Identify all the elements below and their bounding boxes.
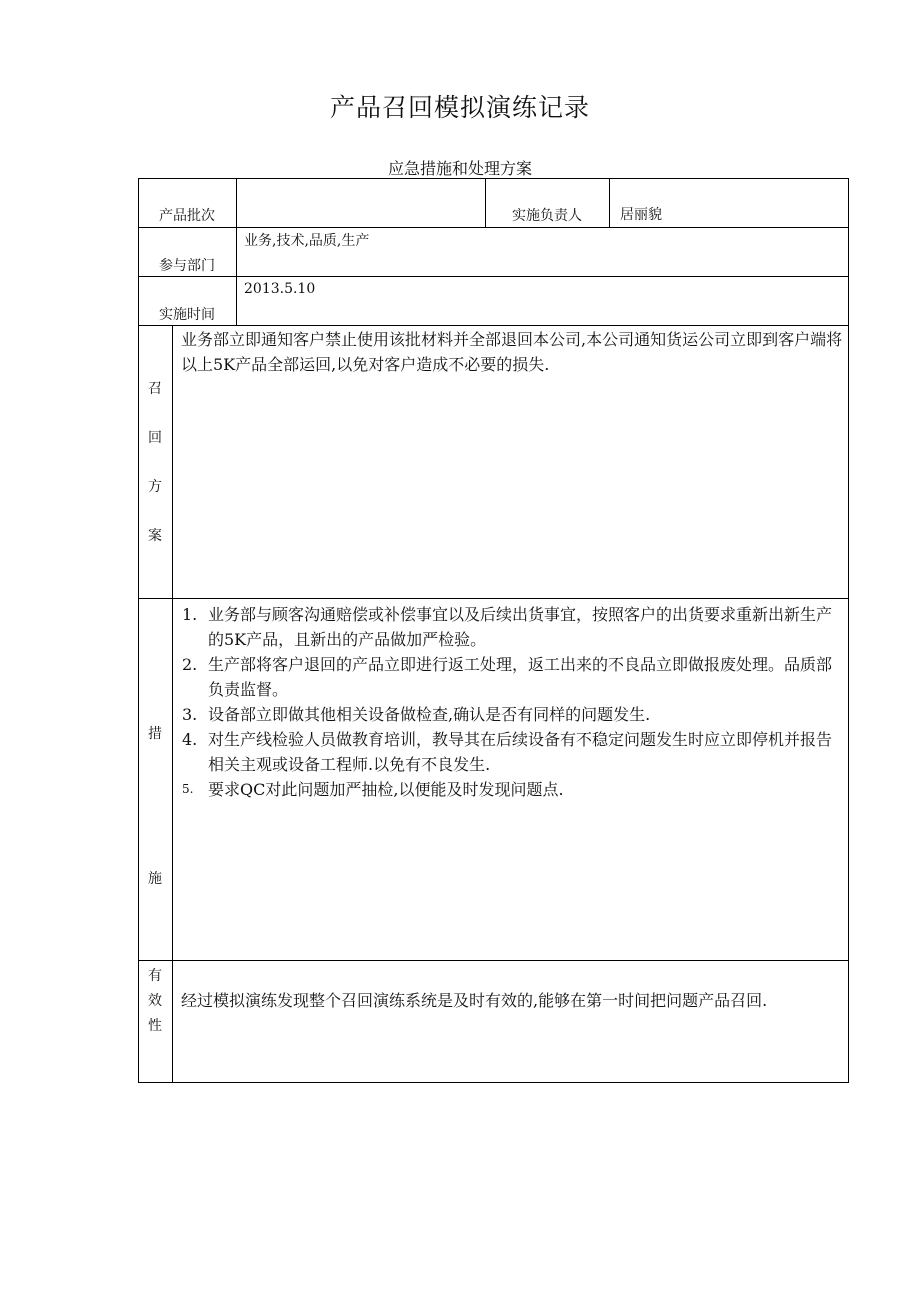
recall-plan-label-char: 方	[148, 479, 162, 495]
row-divider-1	[138, 227, 849, 228]
list-item	[182, 777, 844, 802]
list-item	[182, 652, 844, 702]
table-border-right	[848, 178, 849, 1083]
person-value: 居丽貌	[620, 207, 662, 223]
document-title: 产品召回模拟演练记录	[329, 93, 590, 122]
departments-value: 业务,技术,品质,生产	[244, 233, 370, 249]
table-border-bottom	[138, 1082, 849, 1083]
measures-label-char: 施	[148, 871, 162, 887]
recall-plan-label-char: 回	[148, 430, 162, 446]
list-item-text: 生产部将客户退回的产品立即进行返工处理，返工出来的不良品立即做报废处理。品质部负责监督。	[208, 655, 833, 699]
date-label: 实施时间	[159, 307, 215, 323]
list-item-number: 2.	[182, 655, 198, 674]
effectiveness-label-char: 性	[148, 1018, 162, 1034]
recall-plan-label	[138, 378, 172, 545]
recall-plan-label-char: 召	[148, 381, 162, 397]
list-item-number: 5.	[182, 782, 194, 796]
row-divider-3	[138, 325, 849, 326]
batch-label: 产品批次	[159, 208, 215, 224]
list-item-number: 4.	[182, 730, 198, 749]
list-item-text: 业务部与顾客沟通赔偿或补偿事宜以及后续出货事宜，按照客户的出货要求重新出新生产的5K产品，且新出的产品做加严检验。	[208, 605, 833, 649]
row-divider-4	[138, 598, 849, 599]
date-value: 2013.5.10	[244, 281, 316, 297]
effectiveness-label-char: 效	[148, 993, 162, 1009]
list-item	[182, 702, 844, 727]
person-label: 实施负责人	[512, 208, 582, 224]
label-column-divider-top	[236, 178, 237, 326]
recall-plan-label-char: 案	[148, 528, 162, 544]
list-item	[182, 727, 844, 777]
row-divider-2	[138, 276, 849, 277]
label-column-divider-bottom	[172, 325, 173, 1083]
list-item-number: 3.	[182, 705, 198, 724]
recall-record-table	[138, 178, 849, 1083]
list-item-text: 设备部立即做其他相关设备做检查,确认是否有同样的问题发生.	[208, 705, 651, 724]
row-divider-5	[138, 960, 849, 961]
measures-label-char: 措	[148, 726, 162, 742]
departments-label: 参与部门	[159, 258, 215, 274]
recall-plan-text: 业务部立即通知客户禁止使用该批材料并全部退回本公司,本公司通知货运公司立即到客户端将以上5K产品全部运回,以免对客户造成不必要的损失.	[181, 330, 843, 374]
effectiveness-text: 经过模拟演练发现整个召回演练系统是及时有效的,能够在第一时间把问题产品召回.	[181, 991, 768, 1010]
table-border-top	[138, 178, 849, 179]
effectiveness-label	[138, 964, 172, 1039]
list-item-number: 1.	[182, 605, 198, 624]
measures-label	[138, 723, 172, 888]
list-item-text: 对生产线检验人员做教育培训，教导其在后续设备有不稳定问题发生时应立即停机并报告相关主观或设备工程师.以免有不良发生.	[208, 730, 833, 774]
document-subtitle: 应急措施和处理方案	[387, 159, 532, 178]
effectiveness-label-char: 有	[148, 968, 162, 984]
list-item	[182, 602, 844, 652]
person-value-divider	[609, 178, 610, 228]
measures-list	[182, 602, 844, 802]
list-item-text: 要求QC对此问题加严抽检,以便能及时发现问题点.	[208, 780, 564, 799]
